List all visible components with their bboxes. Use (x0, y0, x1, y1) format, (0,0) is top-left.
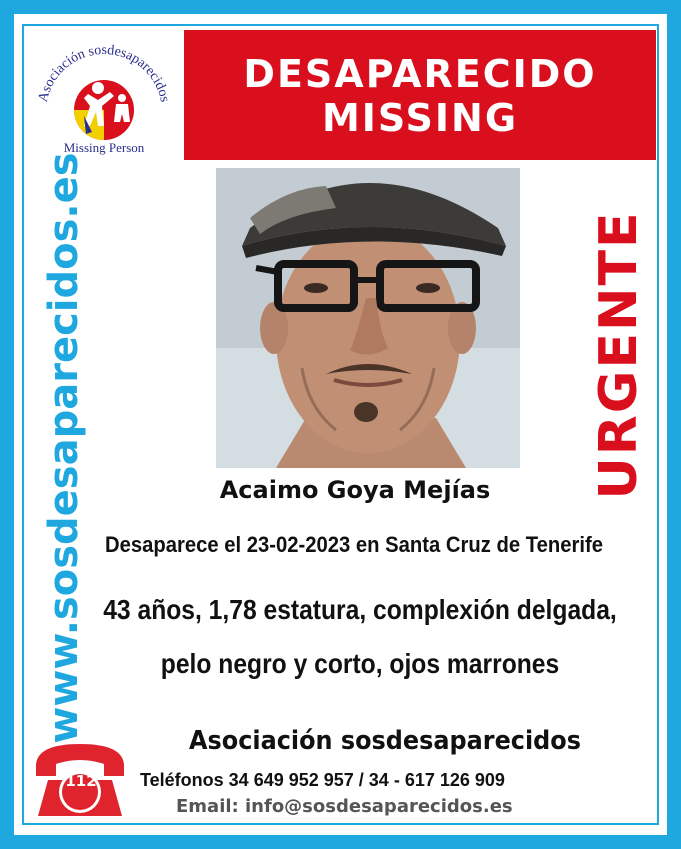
website-text: www.sosdesaparecidos.es (41, 152, 87, 744)
side-urgent (584, 200, 654, 510)
banner-title-english: MISSING (321, 96, 519, 140)
contact-email[interactable]: Email: info@sosdesaparecidos.es (176, 796, 513, 817)
disappearance-details: Desaparece el 23-02-2023 en Santa Cruz de Tenerife (104, 532, 604, 557)
urgent-text: URGENTE (589, 210, 649, 500)
physical-description-line-1: 43 años, 1,78 estatura, complexión delgada, (103, 594, 617, 625)
emergency-number: 112 (65, 772, 97, 790)
logo-caption: Missing Person (63, 140, 145, 155)
missing-person-photo (216, 168, 520, 468)
contact-phones: Teléfonos 34 649 952 957 / 34 - 617 126 909 (140, 770, 505, 790)
side-website (34, 152, 94, 744)
person-name: Acaimo Goya Mejías (219, 476, 491, 504)
portrait-illustration-icon (216, 168, 520, 468)
physical-description-line-2: pelo negro y corto, ojos marrones (160, 648, 560, 679)
banner-title-spanish: DESAPARECIDO (243, 52, 597, 96)
logo-arc-text: Asociación sosdesaparecidos (35, 42, 173, 104)
organization-name: Asociación sosdesaparecidos (189, 726, 581, 756)
missing-banner (184, 30, 656, 160)
association-logo (24, 26, 184, 162)
